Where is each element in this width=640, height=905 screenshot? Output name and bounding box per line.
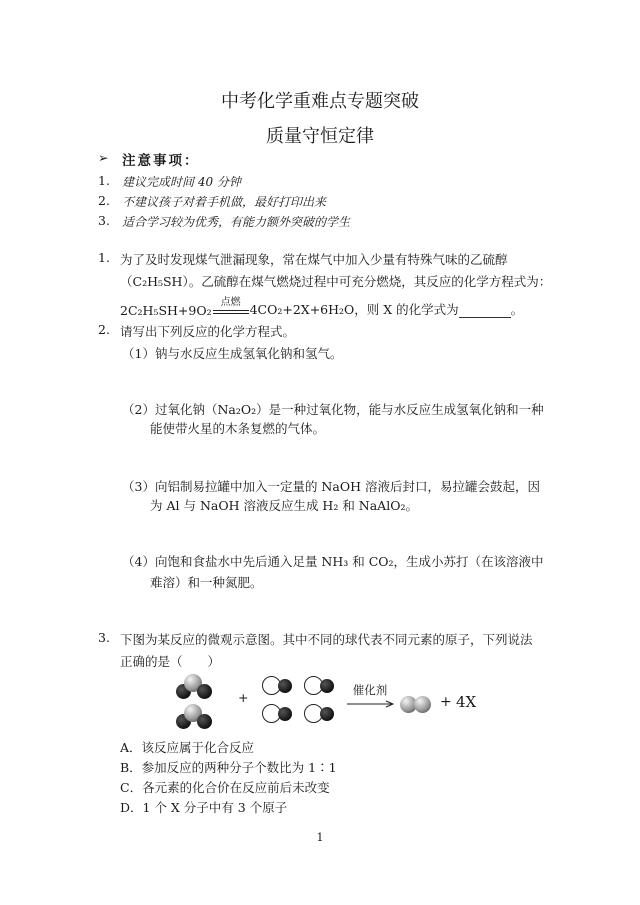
notice-item-text: 建议完成时间 40 分钟	[122, 175, 241, 189]
subquestion-text: （2）过氧化钠（Na₂O₂）是一种过氧化物，能与水反应生成氢氧化钠和一种	[122, 402, 544, 417]
equation-products: 4CO₂+2X+6H₂O，则 X 的化学式为	[249, 302, 459, 317]
catalyst-label: 催化剂	[352, 683, 388, 697]
question-text: 请写出下列反应的化学方程式。	[120, 324, 296, 339]
answer-option-a[interactable]: A．该反应属于化合反应	[120, 740, 255, 755]
answer-option-b[interactable]: B．参加反应的两种分子个数比为 1∶1	[120, 760, 337, 775]
answer-option-d[interactable]: D．1 个 X 分子中有 3 个原子	[120, 800, 288, 815]
chemical-equation: 2C₂H₅SH+9O₂ 点燃 4CO₂+2X+6H₂O，则 X 的化学式为 。	[120, 300, 523, 318]
page-number: 1	[316, 831, 324, 844]
reaction-arrow-icon	[346, 700, 396, 708]
subquestion-text: （3）向铝制易拉罐中加入一定量的 NaOH 溶液后封口，易拉罐会鼓起，因	[122, 479, 540, 494]
black-atom-icon	[197, 684, 212, 699]
plus-sign: +	[440, 694, 452, 710]
equation-condition: 点燃	[220, 297, 241, 308]
question-number: 1.	[98, 250, 110, 265]
subquestion-text: （1）钠与水反应生成氢氧化钠和氢气。	[122, 346, 343, 361]
subquestion-text: （4）向饱和食盐水中先后通入足量 NH₃ 和 CO₂，生成小苏打（在该溶液中	[122, 554, 544, 569]
subquestion-text: 为 Al 与 NaOH 溶液反应生成 H₂ 和 NaAlO₂。	[150, 498, 418, 513]
reaction-diagram	[170, 670, 490, 732]
black-atom-icon	[320, 707, 334, 721]
page-title: 中考化学重难点专题突破	[221, 91, 419, 112]
question-number: 2.	[98, 322, 110, 337]
black-atom-icon	[320, 679, 334, 693]
black-atom-icon	[278, 707, 292, 721]
question-text: 下图为某反应的微观示意图。其中不同的球代表不同元素的原子，下列说法	[120, 632, 533, 647]
notice-heading: 注意事项：	[122, 153, 200, 169]
question-number: 3.	[98, 630, 110, 645]
page-subtitle: 质量守恒定律	[266, 126, 374, 147]
answer-blank[interactable]	[459, 305, 511, 318]
notice-bullet-icon: ➢	[98, 150, 109, 165]
question-text: 为了及时发现煤气泄漏现象，常在煤气中加入少量有特殊气味的乙硫醇	[120, 252, 508, 267]
notice-item-number: 1.	[98, 173, 110, 188]
black-atom-icon	[197, 714, 212, 729]
answer-option-c[interactable]: C．各元素的化合价在反应前后未改变	[120, 780, 330, 795]
subquestion-text: 能使带火星的木条复燃的气体。	[150, 421, 326, 436]
question-text: （C₂H₅SH）。乙硫醇在煤气燃烧过程中可充分燃烧，其反应的化学方程式为：	[120, 274, 552, 289]
notice-item-text: 适合学习较为优秀，有能力额外突破的学生	[122, 215, 351, 229]
subquestion-text: 难溶）和一种氮肥。	[150, 575, 263, 590]
product-count: 4X	[456, 693, 477, 711]
notice-item-text: 不建议孩子对着手机做，最好打印出来	[122, 195, 327, 209]
notice-item-number: 2.	[98, 193, 110, 208]
plus-sign: +	[238, 690, 249, 705]
question-text: 正确的是（ ）	[120, 654, 221, 669]
equation-condition-sign	[213, 297, 249, 318]
black-atom-icon	[278, 679, 292, 693]
grey-atom-icon	[414, 696, 431, 713]
equation-reactants: 2C₂H₅SH+9O₂	[120, 303, 212, 318]
notice-item-number: 3.	[98, 213, 110, 228]
